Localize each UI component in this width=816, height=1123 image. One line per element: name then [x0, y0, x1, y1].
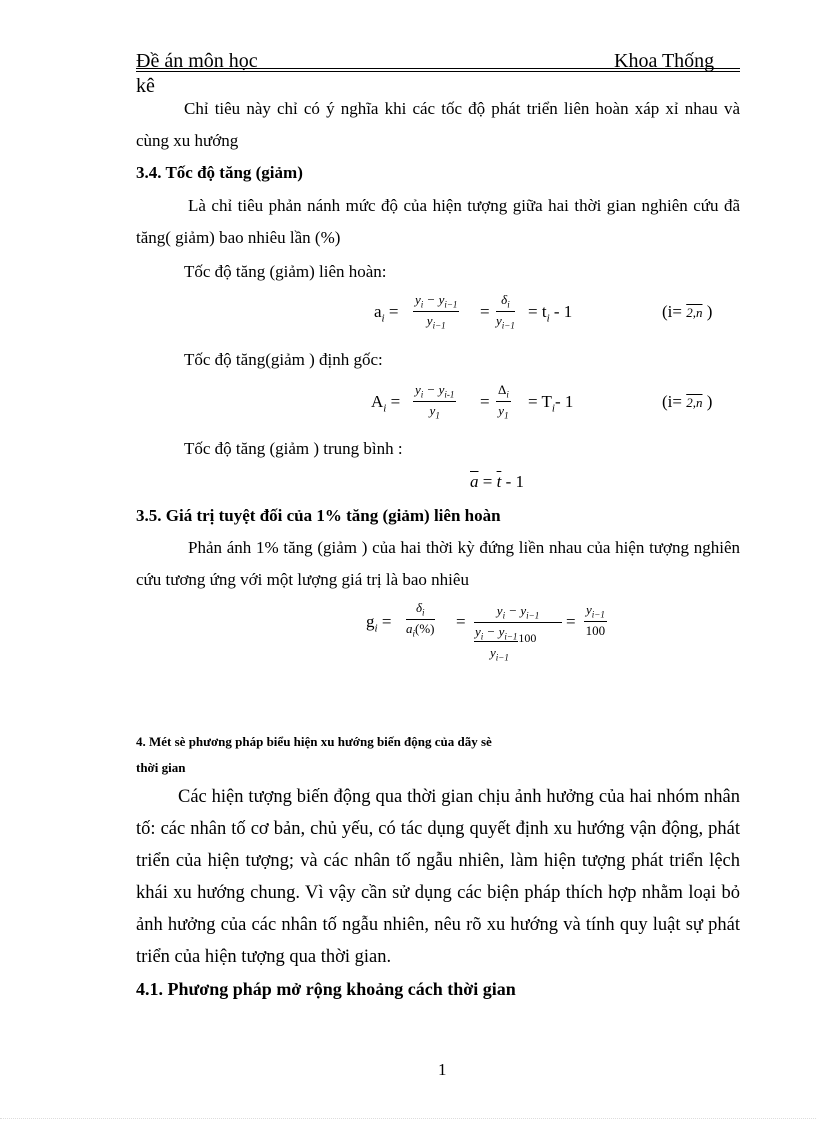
paragraph-intro: Chỉ tiêu này chỉ có ý nghĩa khi các tốc độ phát triển liên hoàn xáp xỉ nhau và cùng xu hướng — [136, 99, 740, 150]
header-right: Khoa Thống — [614, 50, 715, 72]
header-left: Đề án môn học — [136, 50, 258, 72]
label-lien-hoan: Tốc độ tăng (giảm) liên hoàn: — [184, 262, 387, 281]
header-rule — [136, 71, 740, 72]
section-3-4-intro: Là chỉ tiêu phản nánh mức độ của hiện tượng giữa hai thời gian nghiên cứu đã tăng( giảm) bao nhiêu lần (%) — [136, 196, 740, 247]
section-4-title-cont: thời gian — [136, 760, 186, 775]
section-4-1-title: 4.1. Phương pháp mở rộng khoảng cách thời gian — [136, 979, 516, 999]
label-dinh-goc: Tốc độ tăng(giảm ) định gốc: — [184, 350, 383, 369]
section-4-title: 4. Mét sè phương pháp biểu hiện xu hướng biến động của dãy sè — [136, 734, 492, 749]
header-rule — [136, 68, 740, 69]
section-3-5-title: 3.5. Giá trị tuyệt đối của 1% tăng (giảm) liên hoàn — [136, 506, 501, 525]
label-trung-binh: Tốc độ tăng (giảm ) trung bình : — [184, 439, 403, 458]
header-wrap: kê — [136, 75, 155, 97]
section-3-5-body: Phản ánh 1% tăng (giảm ) của hai thời kỳ đứng liền nhau của hiện tượng nghiên cứu tương ứng với một lượng giá trị là bao nhiêu — [136, 538, 740, 589]
page-number: 1 — [438, 1060, 447, 1079]
section-4-body: Các hiện tượng biến động qua thời gian chịu ảnh hưởng của hai nhóm nhân tố: các nhân tố cơ bản, chủ yếu, có tác dụng quyết định xu hướng vận động, phát triển của hiện tượng; và các nhân tố ngẫu nhiên, làm hiện tượng phát triển lệch khái xu hướng chung. Vì vậy cần sử dụng các biện pháp thích hợp nhằm loại bỏ ảnh hưởng của các nhân tố ngẫu nhiên, nêu rõ xu hướng và tính quy luật sự phát triển của hiện tượng qua thời gian. — [136, 787, 740, 967]
page-bottom-divider — [0, 1118, 816, 1119]
section-3-4-title: 3.4. Tốc độ tăng (giảm) — [136, 163, 303, 182]
